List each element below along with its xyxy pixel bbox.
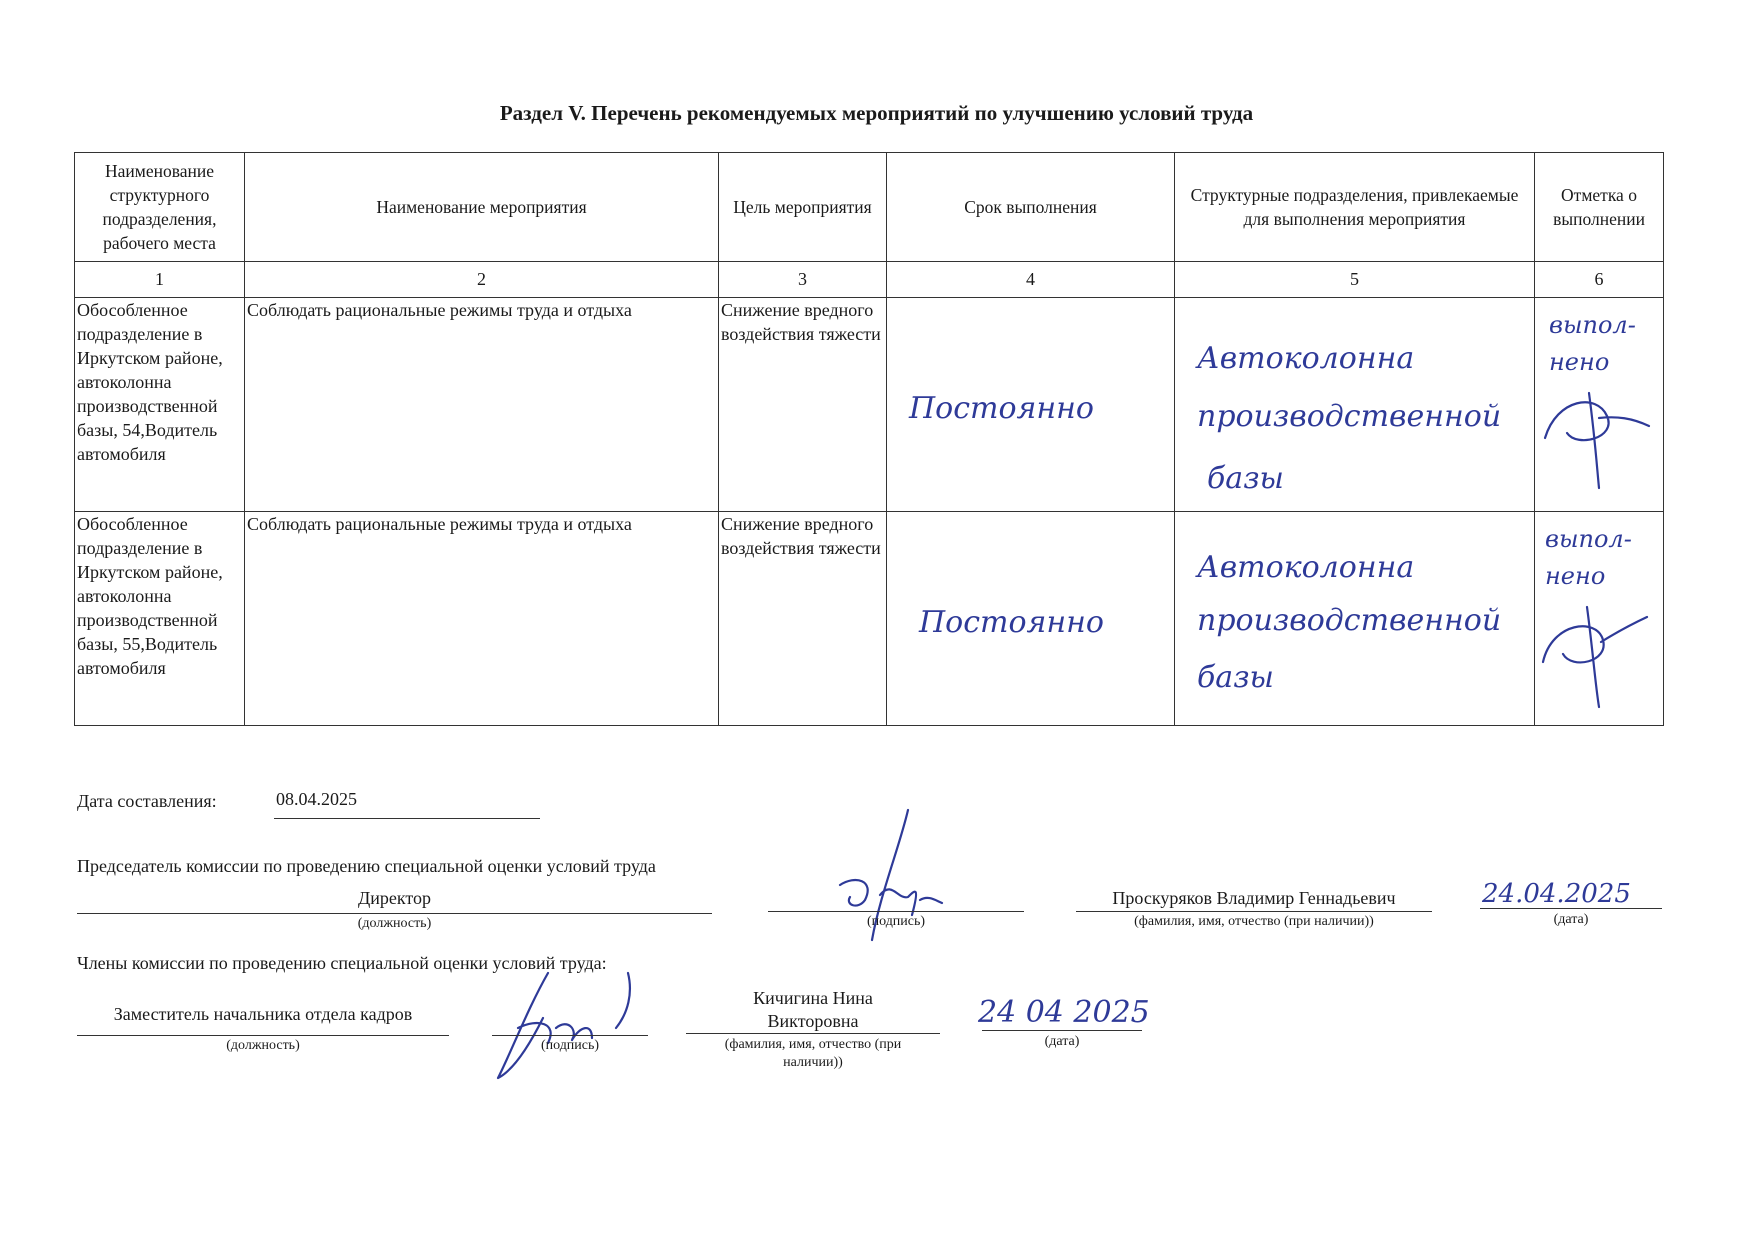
units-cell — [1175, 512, 1535, 726]
goal-cell: Снижение вредного воздействия тяжести — [719, 298, 887, 512]
chairman-date-line — [1480, 908, 1662, 909]
chairman-signature-line — [768, 911, 1024, 912]
member-date-line — [982, 1030, 1142, 1031]
signature-mark — [1543, 607, 1647, 707]
header-measure: Наименование мероприятия — [245, 153, 719, 262]
table-row — [75, 298, 1664, 512]
handwritten-mark-line: выпол- — [1549, 311, 1636, 339]
chairman-position: Директор — [357, 888, 432, 908]
table-header-row — [75, 153, 1664, 262]
handwritten-deadline — [889, 512, 1173, 722]
handwritten-units-line: производственной — [1197, 603, 1502, 638]
header-mark: Отметка о выполнении — [1535, 153, 1664, 262]
member-name-line — [686, 1033, 940, 1034]
header-deadline: Срок выполнения — [887, 153, 1175, 262]
member-position: Заместитель начальника отдела кадров — [113, 1004, 413, 1024]
handwritten-units-line: производственной — [1197, 399, 1502, 434]
chairman-position-caption: (должность) — [357, 916, 432, 931]
workplace-cell: Обособленное подразделение в Иркутском районе, автоколонна производственной базы, 54,Водитель автомобиля — [75, 298, 245, 512]
units-cell — [1175, 298, 1535, 512]
member-name-caption-line1: (фамилия, имя, отчество (при — [724, 1037, 902, 1052]
column-number: 1 — [75, 262, 245, 298]
member-name-line2: Викторовна — [767, 1011, 859, 1031]
handwritten-units-line: Автоколонна — [1197, 341, 1415, 376]
handwritten-mark — [1537, 512, 1662, 722]
handwritten-units-line: базы — [1197, 660, 1274, 695]
member-name-line1: Кичигина Нина — [753, 988, 873, 1008]
member-signature-line — [492, 1035, 648, 1036]
member-date-text: 24 04 2025 — [978, 995, 1150, 1030]
table-row — [75, 512, 1664, 726]
handwritten-mark — [1537, 298, 1662, 508]
handwritten-deadline-text: Постоянно — [909, 391, 1094, 426]
member-date-caption: (дата) — [1044, 1034, 1080, 1049]
member-signature-caption: (подпись) — [540, 1038, 600, 1053]
handwritten-mark-line: нено — [1549, 348, 1610, 376]
handwritten-mark-line: выпол- — [1545, 525, 1632, 553]
handwritten-units-line: Автоколонна — [1197, 550, 1415, 585]
chairman-signature-caption: (подпись) — [866, 914, 926, 929]
handwritten-deadline-text: Постоянно — [919, 605, 1104, 640]
column-number: 2 — [245, 262, 719, 298]
workplace-cell: Обособленное подразделение в Иркутском районе, автоколонна производственной базы, 55,Водитель автомобиля — [75, 512, 245, 726]
chairman-name-line — [1076, 911, 1432, 912]
section-title: Раздел V. Перечень рекомендуемых мероприятий по улучшению условий труда — [499, 101, 1254, 125]
signature-mark — [1545, 393, 1649, 488]
column-number: 5 — [1175, 262, 1535, 298]
column-number: 3 — [719, 262, 887, 298]
header-goal: Цель мероприятия — [719, 153, 887, 262]
mark-cell — [1535, 512, 1664, 726]
mark-cell — [1535, 298, 1664, 512]
deadline-cell — [887, 298, 1175, 512]
chairman-name: Проскуряков Владимир Геннадьевич — [1112, 888, 1396, 908]
handwritten-units-line: базы — [1207, 461, 1284, 496]
member-position-caption: (должность) — [226, 1038, 300, 1053]
goal-cell: Снижение вредного воздействия тяжести — [719, 512, 887, 726]
member-name-caption-line2: наличии)) — [783, 1055, 843, 1070]
members-heading: Члены комиссии по проведению специальной оценки условий труда: — [77, 953, 607, 973]
deadline-cell — [887, 512, 1175, 726]
compiled-date: 08.04.2025 — [276, 789, 357, 809]
compiled-date-line — [274, 818, 540, 819]
member-date-handwritten — [974, 986, 1174, 1036]
member-signature — [488, 968, 648, 1088]
column-number: 6 — [1535, 262, 1664, 298]
header-workplace: Наименование структурного подразделения, рабочего места — [75, 153, 245, 262]
handwritten-mark-line: нено — [1545, 562, 1606, 590]
member-position-line — [77, 1035, 449, 1036]
measure-cell: Соблюдать рациональные режимы труда и отдыха — [245, 512, 719, 726]
handwritten-units — [1177, 512, 1533, 722]
header-units: Структурные подразделения, привлекаемые для выполнения мероприятия — [1175, 153, 1535, 262]
chairman-date-caption: (дата) — [1553, 912, 1589, 927]
column-number: 4 — [887, 262, 1175, 298]
chairman-date-text: 24.04.2025 — [1482, 879, 1631, 909]
signature-stroke — [498, 973, 630, 1078]
chairman-position-line — [77, 913, 712, 914]
measure-cell: Соблюдать рациональные режимы труда и отдыха — [245, 298, 719, 512]
column-numbers-row — [75, 262, 1664, 298]
chairman-heading: Председатель комиссии по проведению специальной оценки условий труда — [77, 856, 656, 876]
handwritten-units — [1177, 298, 1533, 508]
chairman-name-caption: (фамилия, имя, отчество (при наличии)) — [1134, 914, 1374, 929]
handwritten-deadline — [889, 298, 1173, 508]
measures-table — [74, 152, 1664, 726]
chairman-date-handwritten — [1478, 872, 1678, 912]
compiled-label: Дата составления: — [77, 791, 217, 811]
